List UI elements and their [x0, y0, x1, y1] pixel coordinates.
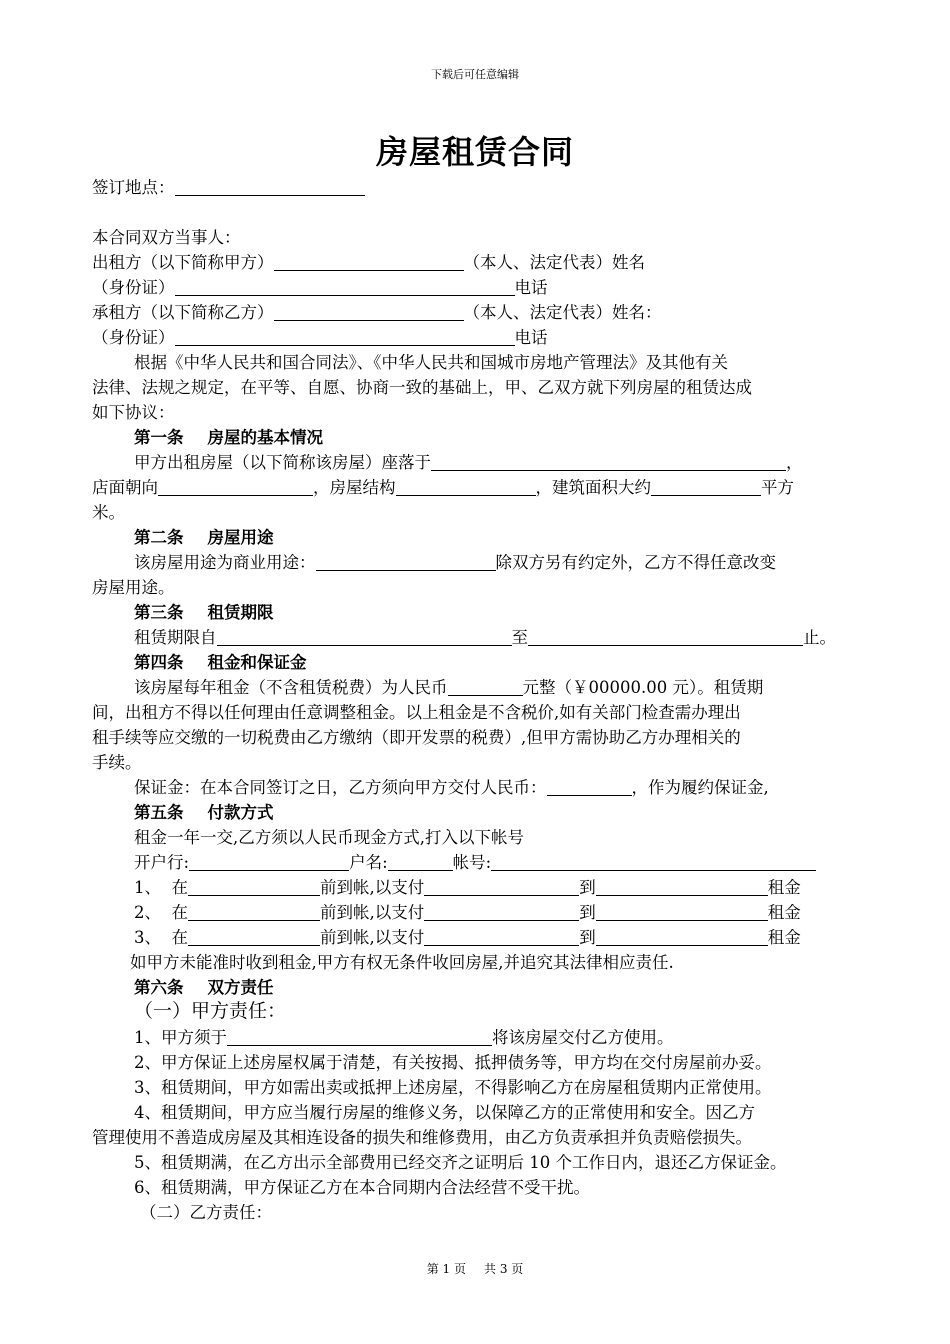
- party-a-duty-4: 4、租赁期间，甲方应当履行房屋的维修义务，以保障乙方的正常使用和安全。因乙方: [134, 1103, 755, 1122]
- blank-pay-from[interactable]: [424, 877, 579, 896]
- party-a-duty-2: 2、甲方保证上述房屋权属于清楚，有关按揭、抵押债务等，甲方均在交付房屋前办妥。: [134, 1053, 772, 1072]
- blank-bank[interactable]: [189, 852, 349, 871]
- article-5-heading: 第五条 付款方式: [134, 803, 274, 822]
- payment-row: 1、 在 前到帐,以支付 到 租金: [134, 878, 801, 897]
- article-1-line-3: 米。: [92, 503, 125, 522]
- blank-account[interactable]: [491, 852, 816, 871]
- article-4-heading: 第四条 租金和保证金: [134, 653, 307, 672]
- party-a-duty-6: 6、租赁期满，甲方保证乙方在本合同期内合法经营不受干扰。: [134, 1178, 590, 1197]
- article-1-line-2: 店面朝向 ，房屋结构 ，建筑面积大约 平方: [92, 478, 794, 497]
- blank-lessee-id[interactable]: [175, 327, 515, 346]
- blank-holder[interactable]: [388, 852, 453, 871]
- article-3-line-1: 租赁期限自 至 止。: [134, 628, 836, 647]
- article-4-line-4: 手续。: [92, 753, 142, 772]
- document-title: 房屋租赁合同: [375, 133, 574, 171]
- article-2-line-1: 该房屋用途为商业用途： 除双方另有约定外，乙方不得任意改变: [134, 553, 776, 572]
- blank-lessor-id[interactable]: [175, 277, 515, 296]
- blank-pay-to[interactable]: [596, 927, 768, 946]
- party-a-duty-5: 5、租赁期满，在乙方出示全部费用已经交齐之证明后 10 个工作日内，退还乙方保证金。: [134, 1153, 787, 1172]
- preamble-line-1: 根据《中华人民共和国合同法》、《中华人民共和国城市房地产管理法》及其他有关: [134, 353, 728, 372]
- blank-deposit[interactable]: [547, 777, 632, 796]
- payment-note: 如甲方未能准时收到租金,甲方有权无条件收回房屋,并追究其法律相应责任.: [130, 953, 674, 972]
- sign-place-line: 签订地点：: [92, 175, 862, 200]
- article-1-heading: 第一条 房屋的基本情况: [134, 428, 323, 447]
- party-b-duties-heading: （二）乙方责任：: [140, 1203, 272, 1222]
- blank-lessor[interactable]: [274, 252, 464, 271]
- blank-pay-from[interactable]: [424, 927, 579, 946]
- preamble-line-3: 如下协议：: [92, 403, 175, 422]
- payment-row: 3、 在 前到帐,以支付 到 租金: [134, 928, 801, 947]
- blank-area[interactable]: [651, 477, 761, 496]
- article-5-line-1: 租金一年一交,乙方须以人民币现金方式,打入以下帐号: [134, 828, 524, 847]
- blank-sign-place[interactable]: [175, 177, 365, 196]
- article-1-line-1: 甲方出租房屋（以下简称该房屋）座落于 ，: [134, 453, 803, 472]
- blank-handover-date[interactable]: [227, 1027, 492, 1046]
- party-a-duties-heading: （一）甲方责任：: [134, 1000, 287, 1022]
- blank-pay-to[interactable]: [596, 877, 768, 896]
- preamble-line-2: 法律、法规之规定，在平等、自愿、协商一致的基础上，甲、乙双方就下列房屋的租赁达成: [92, 378, 752, 397]
- party-a-duty-3: 3、租赁期间，甲方如需出卖或抵押上述房屋，不得影响乙方在房屋租赁期内正常使用。: [134, 1078, 772, 1097]
- page-total: 共 3 页: [484, 1262, 524, 1276]
- lessee-line: 承租方（以下简称乙方） （本人、法定代表）姓名：: [92, 303, 662, 322]
- article-2-line-2: 房屋用途。: [92, 578, 175, 597]
- blank-term-start[interactable]: [217, 627, 512, 646]
- article-4-line-1: 该房屋每年租金（不含租赁税费）为人民币 元整（￥00000.00 元）。租赁期: [134, 678, 764, 697]
- blank-pay-from[interactable]: [424, 902, 579, 921]
- blank-usage[interactable]: [316, 552, 496, 571]
- article-4-line-3: 租手续等应交缴的一切税费由乙方缴纳（即开发票的税费）,但甲方需协助乙方办理相关的: [92, 728, 741, 747]
- blank-annual-rent[interactable]: [448, 677, 523, 696]
- article-6-heading: 第六条 双方责任: [134, 978, 274, 997]
- lessor-line: 出租方（以下简称甲方） （本人、法定代表）姓名: [92, 253, 645, 272]
- payment-row: 2、 在 前到帐,以支付 到 租金: [134, 903, 801, 922]
- party-a-duty-1: 1、甲方须于 将该房屋交付乙方使用。: [134, 1028, 674, 1047]
- blank-pay-date[interactable]: [188, 877, 320, 896]
- blank-term-end[interactable]: [528, 627, 803, 646]
- article-3-heading: 第三条 租赁期限: [134, 603, 274, 622]
- parties-intro: 本合同双方当事人：: [92, 228, 241, 247]
- page-number: 第 1 页: [426, 1262, 466, 1276]
- bank-account-line: 开户行: 户名: 帐号:: [134, 850, 862, 875]
- article-4-line-2: 间，出租方不得以任何理由任意调整租金。以上租金是不含税价,如有关部门检查需办理出: [92, 703, 741, 722]
- deposit-line: 保证金：在本合同签订之日，乙方须向甲方交付人民币： ，作为履约保证金,: [134, 778, 769, 797]
- header-note: 下载后可任意编辑: [431, 68, 519, 81]
- blank-pay-to[interactable]: [596, 902, 768, 921]
- party-a-duty-4-cont: 管理使用不善造成房屋及其相连设备的损失和维修费用，由乙方负责承担并负责赔偿损失。: [92, 1128, 752, 1147]
- lessee-id-line: （身份证） 电话: [92, 328, 548, 347]
- blank-address[interactable]: [431, 452, 786, 471]
- blank-structure[interactable]: [396, 477, 536, 496]
- blank-orientation[interactable]: [158, 477, 313, 496]
- blank-pay-date[interactable]: [188, 902, 320, 921]
- page-footer: [0, 1260, 950, 1277]
- blank-pay-date[interactable]: [188, 927, 320, 946]
- blank-lessee[interactable]: [274, 302, 464, 321]
- article-2-heading: 第二条 房屋用途: [134, 528, 274, 547]
- lessor-id-line: （身份证） 电话: [92, 278, 548, 297]
